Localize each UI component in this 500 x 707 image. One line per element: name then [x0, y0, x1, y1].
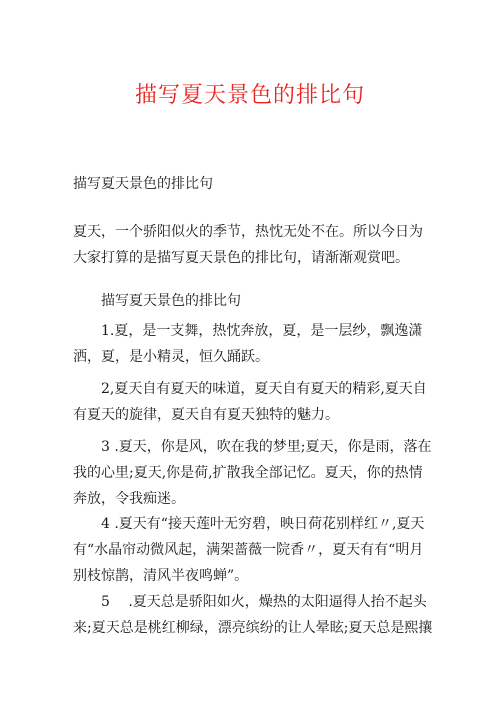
- document-subtitle: 描写夏天景色的排比句: [73, 176, 213, 192]
- list-item: 4 .夏天有“接天莲叶无穷碧，映日荷花别样红〃,夏天有“水晶帘动微风起，满架蔷薇一院香〃，夏天有有“明月别枝惊鹊，清风半夜鸣蝉”。: [73, 516, 425, 584]
- intro-paragraph: 夏天，一个骄阳似火的季节，热忱无处不在。所以今日为大家打算的是描写夏天景色的排比句，请渐渐观赏吧。: [73, 224, 423, 266]
- list-item: 5 .夏天总是骄阳如火，燥热的太阳逼得人抬不起头来;夏天总是桃红柳绿，漂亮缤纷的让人晕眩;夏天总是熙攘: [73, 594, 433, 636]
- document-title: 描写夏天景色的排比句: [134, 83, 365, 108]
- list-item: 3 .夏天，你是风，吹在我的梦里;夏天，你是雨，落在我的心里;夏天,你是荷,扩散我全部记忆。夏天，你的热情奔放，令我痴迷。: [73, 439, 432, 507]
- list-item: 2,夏天自有夏天的味道，夏天自有夏天的精彩,夏天自有夏天的旋律，夏天自有夏天独特的魅力。: [73, 381, 427, 423]
- list-item: 1.夏，是一支舞，热忱奔放，夏，是一层纱，飘逸潇洒，夏，是小精灵，恒久踊跃。: [73, 323, 423, 365]
- section-heading: 描写夏天景色的排比句: [101, 293, 241, 309]
